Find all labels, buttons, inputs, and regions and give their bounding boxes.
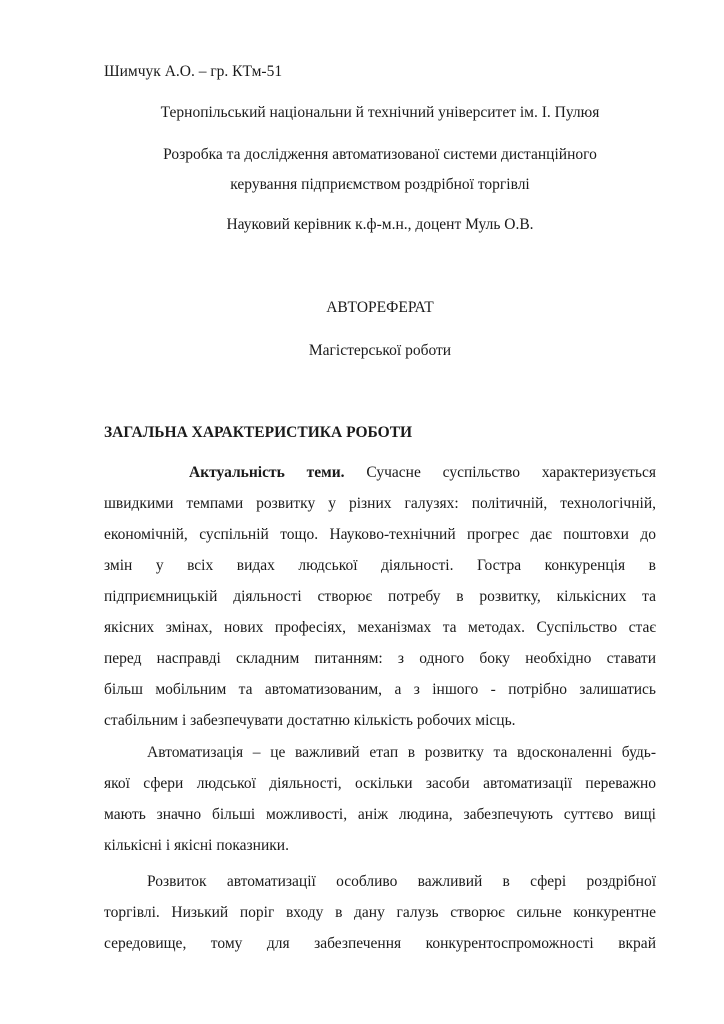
paragraph-line: стабільним і забезпечувати достатню кількість робочих місць. xyxy=(104,712,516,729)
document-subtitle: Магістерської роботи xyxy=(308,342,452,359)
paragraph-line: підприємницькій діяльності створює потребу в розвитку, кількісних та xyxy=(104,588,656,605)
topic-line-2: керування підприємством роздрібної торгівлі xyxy=(230,176,530,193)
paragraph-line: кількісні і якісні показники. xyxy=(104,837,289,854)
paragraph-line: економічній, суспільній тощо. Науково-технічний прогрес дає поштовхи до xyxy=(104,526,656,543)
paragraph-line: якої сфери людської діяльності, оскільки засоби автоматизації переважно xyxy=(104,775,656,792)
paragraph-line: змін у всіх видах людської діяльності. Гостра конкуренція в xyxy=(104,557,656,574)
paragraph-line: мають значно більші можливості, аніж людина, забезпечують суттєво вищі xyxy=(104,806,656,823)
topic-line-1: Розробка та дослідження автоматизованої системи дистанційного xyxy=(163,146,597,163)
paragraph-line: якісних змінах, нових професіях, механізмах та методах. Суспільство стає xyxy=(104,619,656,636)
paragraph-line: швидкими темпами розвитку у різних галузях: політичній, технологічній, xyxy=(104,495,656,512)
paragraph-automation xyxy=(104,737,656,861)
paragraph-line: Розвиток автоматизації особливо важливий в сфері роздрібної xyxy=(147,873,656,890)
paragraph-line: торгівлі. Низький поріг входу в дану галузь створює сильне конкурентне xyxy=(104,904,656,921)
paragraph-line: більш мобільним та автоматизованим, а з іншого - потрібно залишатись xyxy=(104,681,656,698)
relevance-line-1-text: Сучасне суспільство характеризується xyxy=(366,464,657,481)
paragraph-line: перед насправді складним питанням: з одного боку необхідно ставати xyxy=(104,650,656,667)
paragraph-relevance xyxy=(104,457,656,736)
supervisor-line: Науковий керівник к.ф-м.н., доцент Муль О.В. xyxy=(226,216,534,233)
paragraph-line: середовище, тому для забезпечення конкурентоспроможності вкрай xyxy=(104,935,656,952)
paragraph-line: Автоматизація – це важливий етап в розвитку та вдосконаленні будь- xyxy=(147,744,656,761)
relevance-lead: Актуальність теми. xyxy=(189,464,345,481)
paragraph-line xyxy=(104,457,656,488)
author-line: Шимчук А.О. – гр. КТм-51 xyxy=(104,63,283,80)
section-heading: ЗАГАЛЬНА ХАРАКТЕРИСТИКА РОБОТИ xyxy=(104,424,413,441)
document-title: АВТОРЕФЕРАТ xyxy=(326,299,434,316)
university-line: Тернопільський національни й технічний університет ім. І. Пулюя xyxy=(160,104,600,121)
paragraph-retail xyxy=(104,866,656,959)
